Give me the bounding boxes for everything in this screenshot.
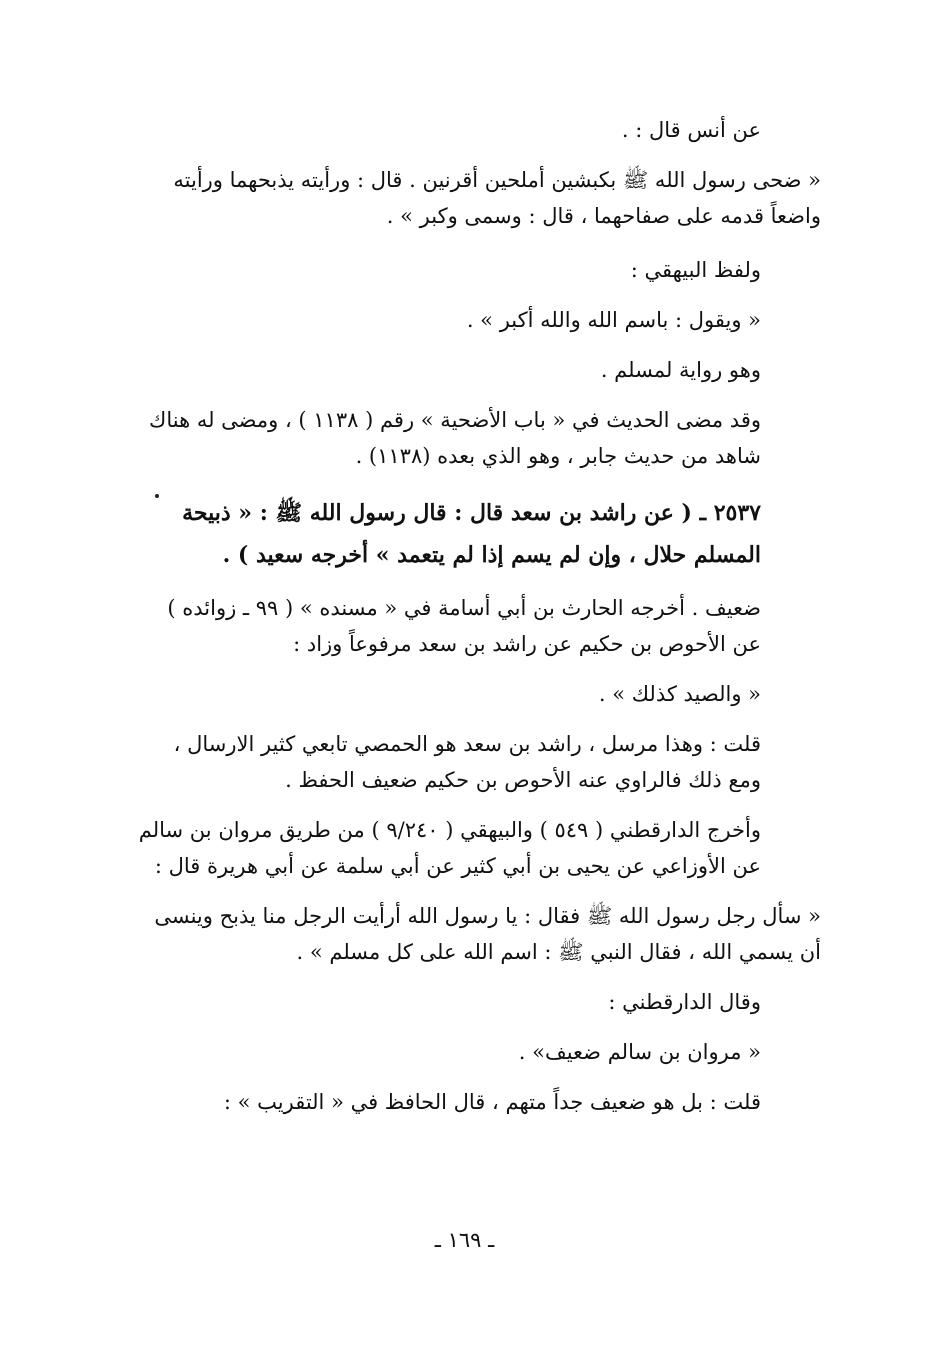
paragraph-addition-quote: « والصيد كذلك » .: [598, 682, 761, 706]
paragraph-final-note: قلت : بل هو ضعيف جداً متهم ، قال الحافظ في « التقريب » :: [223, 1090, 761, 1114]
page-number: ـ ١٦٩ ـ: [434, 1228, 495, 1252]
paragraph-daraqutni-label: وقال الدارقطني :: [608, 990, 761, 1014]
paragraph-previous-reference: وقد مضى الحديث في « باب الأضحية » رقم ( ١١٣٨ ) ، ومضى له هناك شاهد من حديث جابر ، وهو الذي بعده (١١٣٨) .: [149, 408, 761, 468]
paragraph-grading: ضعيف . أخرجه الحارث بن أبي أسامة في « مسنده » ( ٩٩ ـ زوائده ) عن الأحوص بن حكيم عن راشد بن سعد مرفوعاً وزاد :: [167, 596, 761, 656]
stray-dot: [155, 494, 159, 498]
paragraph-marwan-quote: « مروان بن سالم ضعيف» .: [518, 1040, 761, 1064]
paragraph-muslim-note: وهو رواية لمسلم .: [600, 358, 761, 382]
paragraph-hadith-anas: « ضحى رسول الله ﷺ بكبشين أملحين أقرنين . قال : ورأيته يذبحهما ورأيته واضعاً قدمه على صفاحهما ، قال : وسمى وكبر » .: [173, 168, 821, 228]
paragraph-question-hadith: « سأل رجل رسول الله ﷺ فقال : يا رسول الله أرأيت الرجل منا يذبح وينسى أن يسمي الله ، فقال النبي ﷺ : اسم الله على كل مسلم » .: [154, 904, 821, 964]
paragraph-hadith-2537: ٢٥٣٧ ـ ( عن راشد بن سعد قال : قال رسول الله ﷺ : « ذبيحة المسلم حلال ، وإن لم يسم إذا لم يتعمد » أخرجه سعيد ) .: [182, 500, 761, 568]
paragraph-intro: عن أنس قال : .: [621, 118, 761, 142]
paragraph-daraqutni-source: وأخرج الدارقطني ( ٥٤٩ ) والبيهقي ( ٩/٢٤٠ ) من طريق مروان بن سالم عن الأوزاعي عن يحيى بن أبي كثير عن أبي سلمة عن أبي هريرة قال :: [138, 818, 761, 878]
paragraph-bayhaqi-label: ولفظ البيهقي :: [630, 258, 761, 282]
paragraph-mursal-note: قلت : وهذا مرسل ، راشد بن سعد هو الحمصي تابعي كثير الارسال ، ومع ذلك فالراوي عنه الأحوص بن حكيم ضعيف الحفظ .: [173, 732, 761, 792]
paragraph-bayhaqi-quote: « ويقول : باسم الله والله أكبر » .: [466, 308, 761, 332]
